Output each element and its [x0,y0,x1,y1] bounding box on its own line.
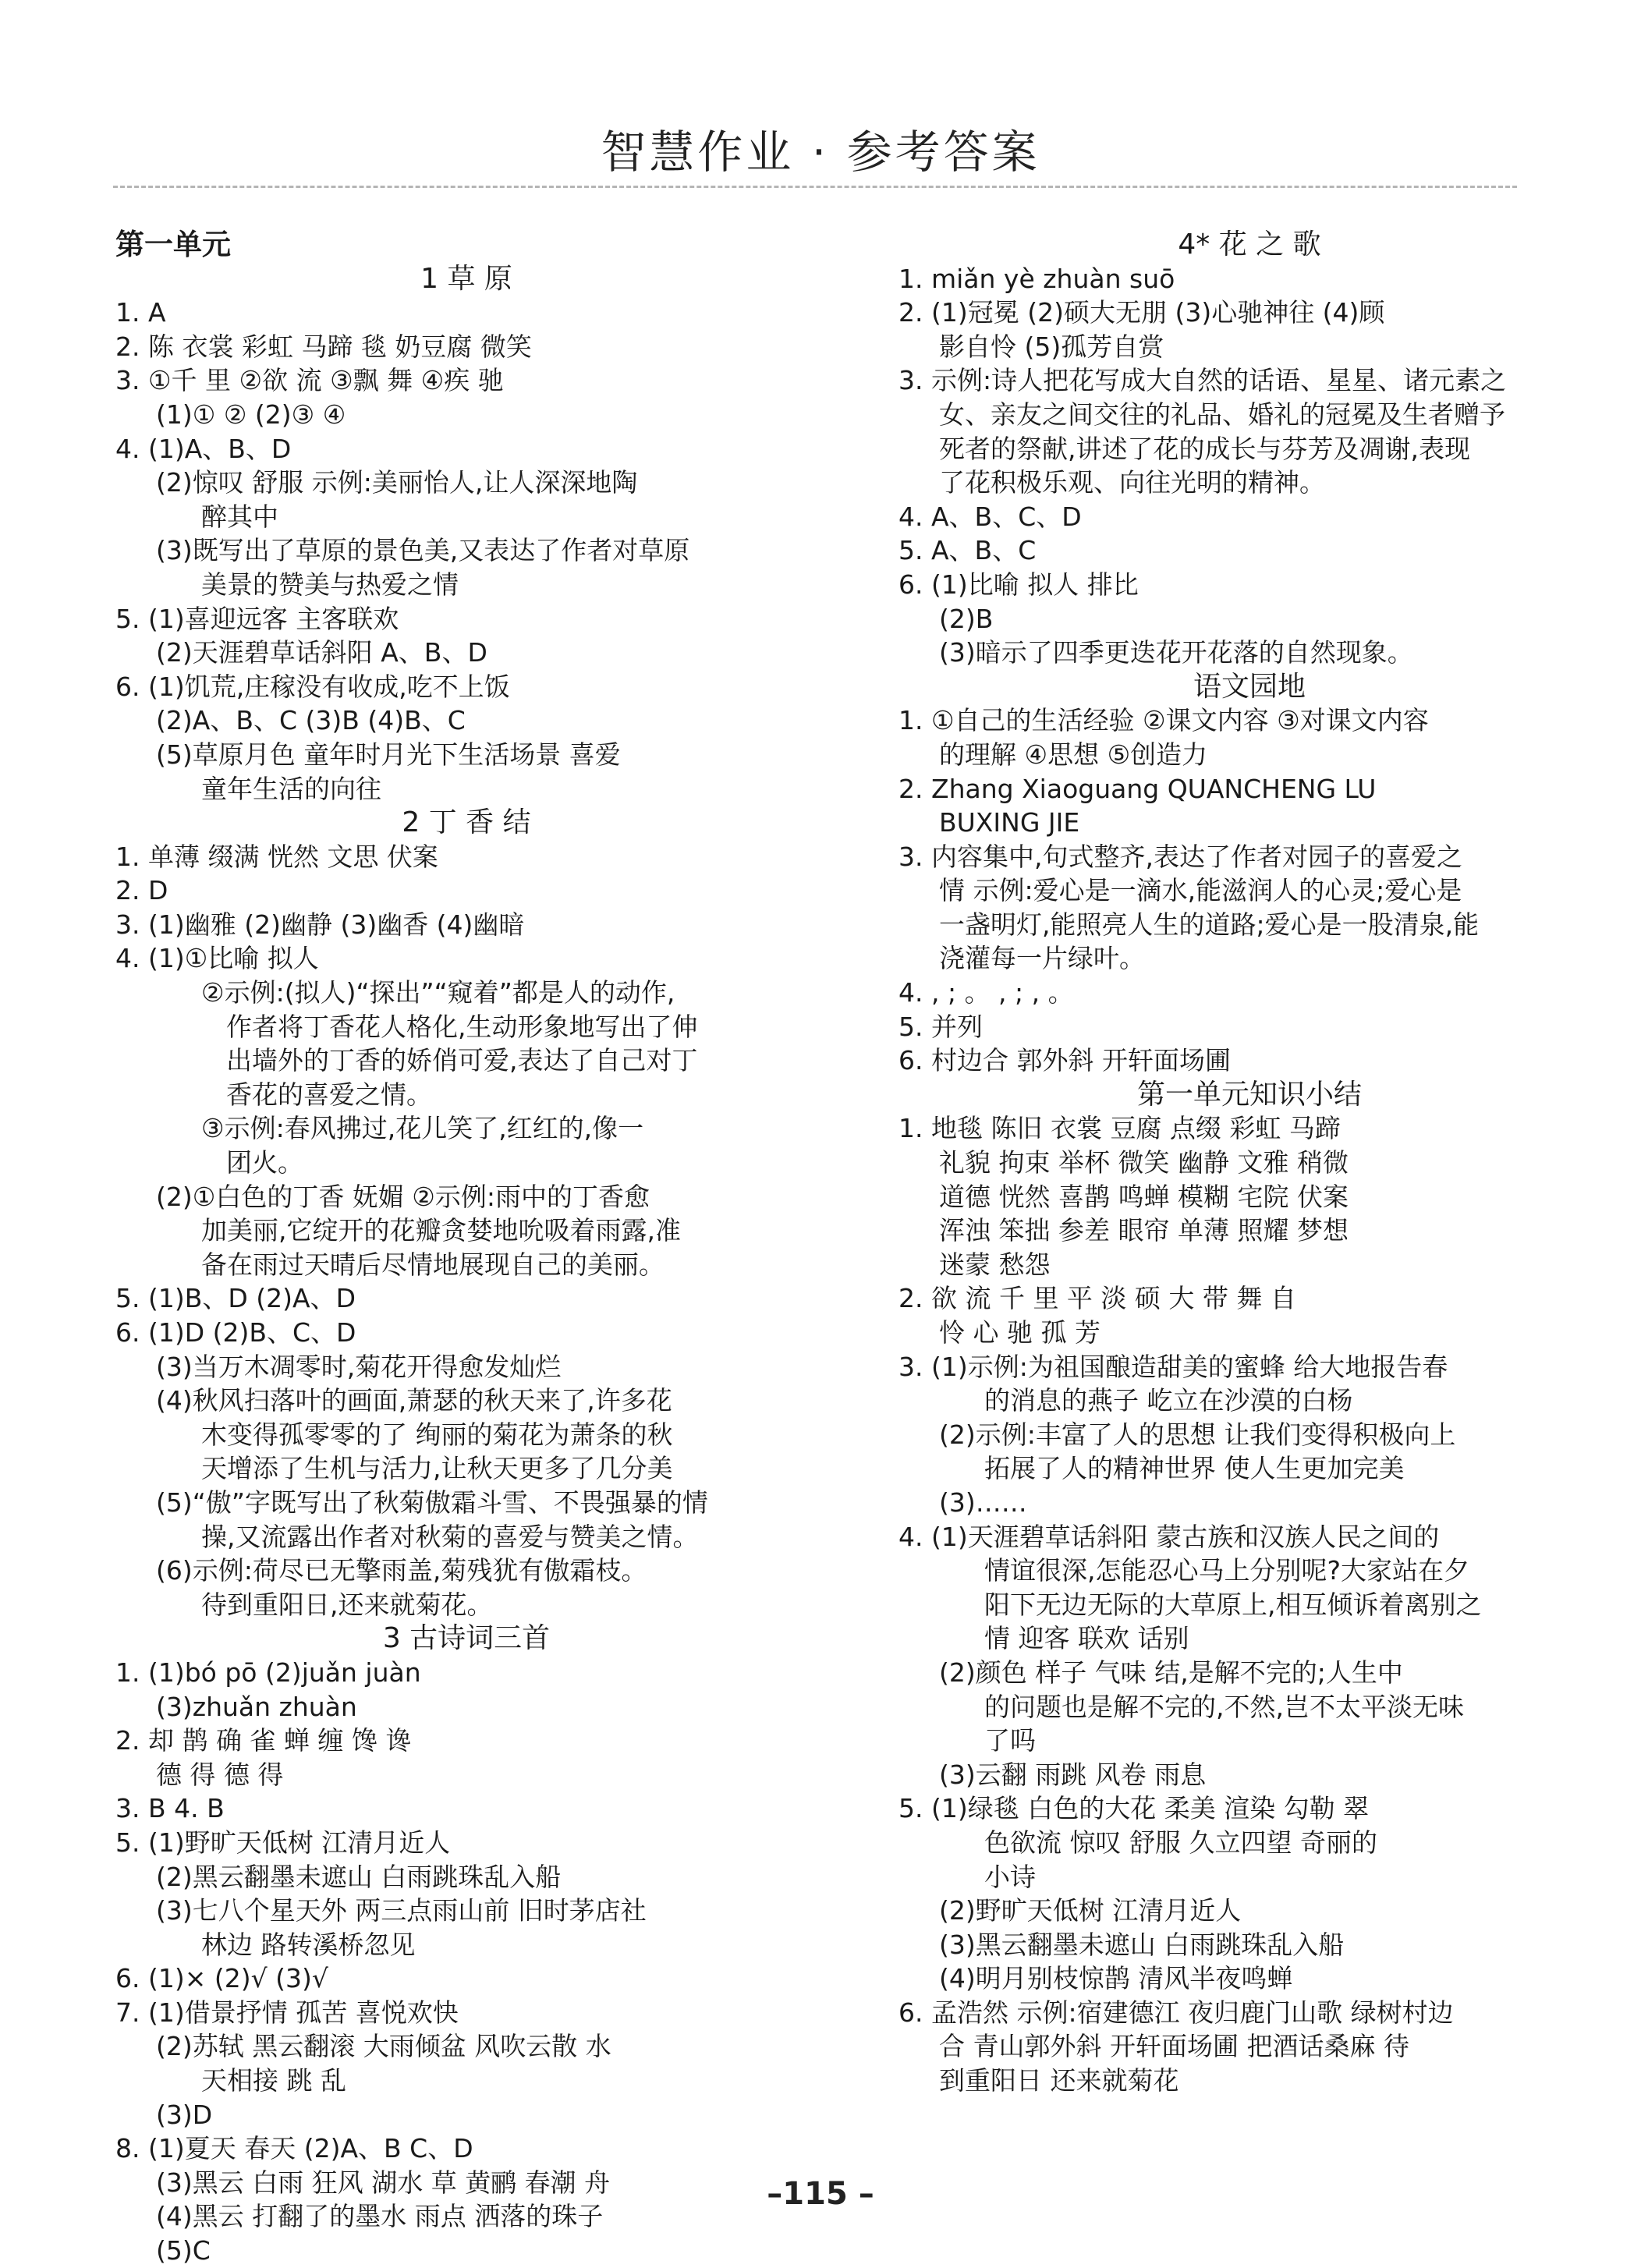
question-answer-line: 6. (1)× (2)√ (3)√ [115,1963,328,1994]
question-answer-line: 2. 却 鹊 确 雀 蝉 缠 馋 谗 [115,1725,412,1756]
question-answer-line: 1. (1)bó pō (2)juǎn juàn [115,1657,421,1688]
answer-continuation-line: (6)示例:荷尽已无擎雨盖,菊残犹有傲霜枝。 [156,1555,647,1586]
question-answer-line: 6. (1)饥荒,庄稼没有收成,吃不上饭 [115,671,510,702]
answer-continuation-line: 天增添了生机与活力,让秋天更多了几分美 [201,1453,673,1484]
question-answer-line: 5. 并列 [898,1011,983,1042]
answer-continuation-line: 美景的赞美与热爱之情 [201,569,459,600]
question-answer-line: 4. (1)①比喻 拟人 [115,943,319,974]
answer-continuation-line: 操,又流露出作者对秋菊的喜爱与赞美之情。 [201,1521,699,1552]
answer-continuation-line: (5)草原月色 童年时月光下生活场景 喜爱 [156,739,621,770]
question-answer-line: 7. (1)借景抒情 孤苦 喜悦欢快 [115,1997,459,2028]
answer-continuation-line: 待到重阳日,还来就菊花。 [201,1589,493,1620]
question-answer-line: 2. D [115,875,168,906]
question-answer-line: 2. (1)冠冕 (2)硕大无朋 (3)心驰神往 (4)顾 [898,297,1385,328]
answer-continuation-line: 怜 心 驰 孤 芳 [939,1317,1100,1348]
answer-continuation-line: 情谊很深,怎能忍心马上分别呢?大家站在夕 [984,1555,1470,1586]
answer-continuation-line: 迷蒙 愁怨 [939,1249,1051,1280]
question-answer-line: 4. (1)A、B、D [115,433,292,464]
answer-continuation-line: (2)黑云翻墨未遮山 白雨跳珠乱入船 [156,1861,562,1892]
answer-continuation-line: 的消息的燕子 屹立在沙漠的白杨 [984,1385,1353,1416]
answer-continuation-line: (2)①白色的丁香 妩媚 ②示例:雨中的丁香愈 [156,1181,650,1212]
answer-continuation-line: 小诗 [984,1861,1036,1892]
answer-continuation-line: 浇灌每一片绿叶。 [939,943,1145,974]
answer-continuation-line: (3)…… [939,1487,1027,1518]
answer-continuation-line: 天相接 跳 乱 [201,2065,346,2096]
question-answer-line: 1. 地毯 陈旧 衣裳 豆腐 点缀 彩虹 马蹄 [898,1113,1341,1144]
answer-continuation-line: (5)C [156,2235,211,2266]
left-answer-column [115,228,817,2268]
unit-heading: 第一单元 [115,227,231,261]
question-answer-line: 5. (1)B、D (2)A、D [115,1283,356,1314]
question-answer-line: 3. (1)示例:为祖国酿造甜美的蜜蜂 给大地报告春 [898,1351,1448,1382]
answer-continuation-line: (2)天涯碧草话斜阳 A、B、D [156,637,487,668]
answer-continuation-line: 死者的祭献,讲述了花的成长与芬芳及凋谢,表现 [939,433,1470,464]
answer-continuation-line: 加美丽,它绽开的花瓣贪婪地吮吸着雨露,准 [201,1215,681,1246]
answer-continuation-line: (5)“傲”字既写出了秋菊傲霜斗雪、不畏强暴的情 [156,1487,708,1518]
answer-continuation-line: 木变得孤零零的了 绚丽的菊花为萧条的秋 [201,1419,673,1450]
answer-continuation-line: (2)颜色 样子 气味 结,是解不完的;人生中 [939,1657,1403,1688]
answer-continuation-line: 香花的喜爱之情。 [226,1079,432,1110]
question-answer-line: 5. (1)野旷天低树 江清月近人 [115,1827,451,1858]
question-answer-line: 8. (1)夏天 春天 (2)A、B C、D [115,2133,473,2164]
question-answer-line: 5. (1)喜迎远客 主客联欢 [115,603,399,634]
right-answer-column [898,228,1600,2098]
answer-continuation-line: (3)黑云翻墨未遮山 白雨跳珠乱入船 [939,1929,1345,1960]
answer-continuation-line: (2)苏轼 黑云翻滚 大雨倾盆 风吹云散 水 [156,2031,611,2062]
question-answer-line: 1. A [115,297,166,328]
answer-continuation-line: 林边 路转溪桥忽见 [201,1929,416,1960]
question-answer-line: 4. A、B、C、D [898,501,1082,532]
lesson-title: 1 草 原 [420,262,512,295]
answer-continuation-line: 影自怜 (5)孤芳自赏 [939,331,1164,362]
answer-continuation-line: 道德 恍然 喜鹊 鸣蝉 模糊 宅院 伏案 [939,1181,1349,1212]
answer-continuation-line: (4)黑云 打翻了的墨水 雨点 洒落的珠子 [156,2201,604,2232]
answer-continuation-line: (2)A、B、C (3)B (4)B、C [156,705,466,736]
answer-continuation-line: 合 青山郭外斜 开轩面场圃 把酒话桑麻 待 [939,2031,1409,2062]
answer-continuation-line: (2)野旷天低树 江清月近人 [939,1895,1242,1926]
answer-continuation-line: (2)B [939,603,994,634]
answer-continuation-line: (2)惊叹 舒服 示例:美丽怡人,让人深深地陶 [156,467,638,498]
answer-continuation-line: (3)黑云 白雨 狂风 湖水 草 黄鹂 春潮 舟 [156,2167,611,2198]
answer-continuation-line: (1)① ② (2)③ ④ [156,399,346,430]
question-answer-line: 2. Zhang Xiaoguang QUANCHENG LU [898,773,1377,804]
answer-continuation-line: 礼貌 拘束 举杯 微笑 幽静 文雅 稍微 [939,1147,1349,1178]
answer-continuation-line: 情 示例:爱心是一滴水,能滋润人的心灵;爱心是 [939,875,1462,906]
question-answer-line: 6. (1)D (2)B、C、D [115,1317,356,1348]
question-answer-line: 5. A、B、C [898,535,1037,566]
answer-continuation-line: (3)云翻 雨跳 风卷 雨息 [939,1759,1207,1790]
question-answer-line: 1. 单薄 缀满 恍然 文思 伏案 [115,841,438,872]
question-answer-line: 4. , ; 。 , ; , 。 [898,977,1074,1008]
question-answer-line: 3. ①千 里 ②欲 流 ③飘 舞 ④疾 驰 [115,365,504,396]
answer-continuation-line: ②示例:(拟人)“探出”“窥着”都是人的动作, [201,977,675,1008]
answer-continuation-line: 一盏明灯,能照亮人生的道路;爱心是一股清泉,能 [939,909,1480,940]
answer-continuation-line: 色欲流 惊叹 舒服 久立四望 奇丽的 [984,1827,1377,1858]
answer-continuation-line: (3)zhuǎn zhuàn [156,1691,357,1722]
answer-continuation-line: (2)示例:丰富了人的思想 让我们变得积极向上 [939,1419,1456,1450]
page-header-title: 智慧作业 · 参考答案 [601,126,1040,179]
answer-continuation-line: 阳下无边无际的大草原上,相互倾诉着离别之 [984,1589,1482,1620]
lesson-title: 第一单元知识小结 [1136,1078,1362,1111]
answer-continuation-line: 女、亲友之间交往的礼品、婚礼的冠冕及生者赠予 [939,399,1505,430]
question-answer-line: 1. ①自己的生活经验 ②课文内容 ③对课文内容 [898,705,1429,736]
answer-continuation-line: BUXING JIE [939,807,1080,838]
answer-continuation-line: 到重阳日 还来就菊花 [939,2065,1179,2096]
answer-continuation-line: 拓展了人的精神世界 使人生更加完美 [984,1453,1405,1484]
answer-continuation-line: (3)既写出了草原的景色美,又表达了作者对草原 [156,535,690,566]
question-answer-line: 5. (1)绿毯 白色的大花 柔美 渲染 勾勒 翠 [898,1793,1370,1824]
answer-continuation-line: 作者将丁香花人格化,生动形象地写出了伸 [226,1011,698,1042]
answer-continuation-line: (4)秋风扫落叶的画面,萧瑟的秋天来了,许多花 [156,1385,672,1416]
question-answer-line: 4. (1)天涯碧草话斜阳 蒙古族和汉族人民之间的 [898,1521,1440,1552]
answer-continuation-line: 团火。 [226,1147,303,1178]
lesson-title: 2 丁 香 结 [402,806,531,839]
answer-continuation-line: 醉其中 [201,501,278,532]
lesson-title: 3 古诗词三首 [382,1622,551,1655]
answer-continuation-line: (3)当万木凋零时,菊花开得愈发灿烂 [156,1351,562,1382]
answer-continuation-line: ③示例:春风拂过,花儿笑了,红红的,像一 [201,1113,644,1144]
answer-continuation-line: (3)暗示了四季更迭花开花落的自然现象。 [939,637,1413,668]
answer-continuation-line: 出墙外的丁香的娇俏可爱,表达了自己对丁 [226,1045,698,1076]
answer-continuation-line: 的理解 ④思想 ⑤创造力 [939,739,1208,770]
answer-continuation-line: (4)明月别枝惊鹊 清风半夜鸣蝉 [939,1963,1293,1994]
answer-continuation-line: 童年生活的向往 [201,773,381,804]
question-answer-line: 2. 欲 流 千 里 平 淡 硕 大 带 舞 自 [898,1283,1296,1314]
answer-continuation-line: (3)D [156,2099,213,2130]
question-answer-line: 6. 村边合 郭外斜 开轩面场圃 [898,1045,1231,1076]
lesson-title: 4* 花 之 歌 [1178,229,1321,260]
question-answer-line: 2. 陈 衣裳 彩虹 马蹄 毯 奶豆腐 微笑 [115,331,532,362]
answer-continuation-line: 情 迎客 联欢 话别 [984,1623,1189,1654]
question-answer-line: 6. (1)比喻 拟人 排比 [898,569,1139,600]
lesson-title: 语文园地 [1193,670,1306,703]
question-answer-line: 6. 孟浩然 示例:宿建德江 夜归鹿门山歌 绿树村边 [898,1997,1454,2028]
answer-continuation-line: 了花积极乐观、向往光明的精神。 [939,467,1325,498]
question-answer-line: 3. B 4. B [115,1793,225,1824]
answer-continuation-line: 德 得 德 得 [156,1759,284,1790]
question-answer-line: 3. (1)幽雅 (2)幽静 (3)幽香 (4)幽暗 [115,909,525,940]
question-answer-line: 3. 示例:诗人把花写成大自然的话语、星星、诸元素之 [898,365,1507,396]
header-divider [113,186,1517,188]
page-number: –115 – [767,2176,874,2212]
answer-continuation-line: 了吗 [984,1725,1036,1756]
question-answer-line: 1. miǎn yè zhuàn suō [898,263,1175,294]
question-answer-line: 3. 内容集中,句式整齐,表达了作者对园子的喜爱之 [898,841,1462,872]
answer-continuation-line: 的问题也是解不完的,不然,岂不太平淡无味 [984,1691,1464,1722]
answer-continuation-line: (3)七八个星天外 两三点雨山前 旧时茅店社 [156,1895,647,1926]
answer-continuation-line: 备在雨过天晴后尽情地展现自己的美丽。 [201,1249,665,1280]
answer-continuation-line: 浑浊 笨拙 参差 眼帘 单薄 照耀 梦想 [939,1215,1349,1246]
